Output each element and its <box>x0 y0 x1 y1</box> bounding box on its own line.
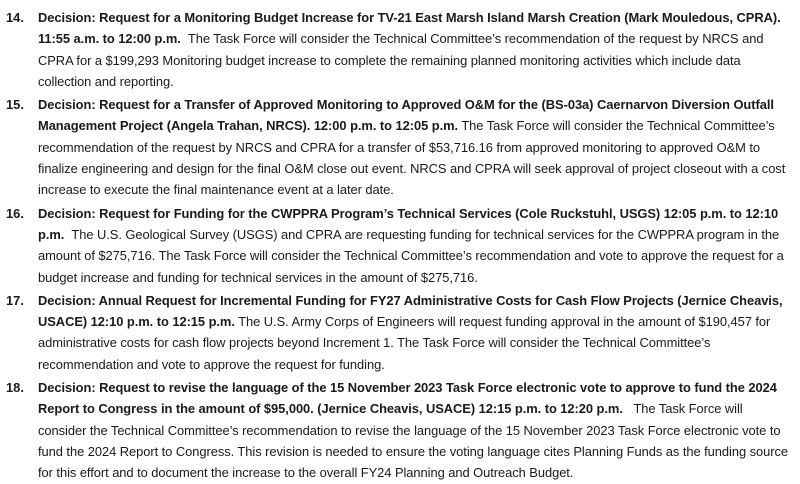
item-number: 16. <box>6 205 24 221</box>
item-heading: Decision: Request for Funding for the CWPPRA Program’s Technical Services (Cole Ruckstuhl, USGS) 12:05 p.m. to 12:10 p.m. <box>38 205 779 242</box>
agenda-item-18 <box>6 377 792 483</box>
agenda-item-14 <box>6 7 792 92</box>
item-body <box>38 203 792 288</box>
agenda-item-15 <box>6 94 792 200</box>
item-text: The Task Force will consider the Technical Committee’s recommendation of the request by NRCS and CPRA for a transfer of $53,716.16 from approved monitoring to approved O&M to finalize engineering and design for the final O&M close out event. NRCS and CPRA will seek approval of project closeout with a cost increase to execute the final maintenance event at a later date. <box>38 118 786 198</box>
item-text: The Task Force will consider the Technical Committee’s recommendation to revise the language of the 15 November 2023 Task Force electronic vote to fund the 2024 Report to Congress. This revision is needed to ensure the voting language cites Planning Funds as the funding source for this effort and to document the increase to the overall FY24 Planning and Outreach Budget. <box>38 401 789 481</box>
item-number: 17. <box>6 292 24 308</box>
item-text: The U.S. Army Corps of Engineers will request funding approval in the amount of $190,457 for administrative costs for cash flow projects beyond Increment 1. The Task Force will consider the Technical Committee’s recommendation and vote to approve the request for funding. <box>38 314 771 372</box>
item-text: The Task Force will consider the Technical Committee’s recommendation of the request by NRCS and CPRA for a $199,293 Monitoring budget increase to complete the remaining planned monitoring activities which include data collection and reporting. <box>38 31 764 89</box>
item-body <box>38 7 792 92</box>
item-heading: Decision: Request for a Transfer of Approved Monitoring to Approved O&M for the (BS-03a) Caernarvon Diversion Outfall Management Project (Angela Trahan, NRCS). 12:00 p.m. to 12:05 p.m. <box>38 97 774 134</box>
agenda-item-17 <box>6 290 792 375</box>
item-body <box>38 94 792 200</box>
item-heading: Decision: Request for a Monitoring Budget Increase for TV-21 East Marsh Island Marsh Creation (Mark Mouledous, CPRA). 11:55 a.m. to 12:00 p.m. <box>38 10 781 47</box>
item-number: 18. <box>6 380 24 396</box>
item-text: The U.S. Geological Survey (USGS) and CPRA are requesting funding for technical services for the CWPPRA program in the amount of $275,716. The Task Force will consider the Technical Committee’s recommendation and vote to approve the request for a budget increase and funding for technical services in the amount of $275,716. <box>38 226 784 285</box>
item-heading: Decision: Annual Request for Incremental Funding for FY27 Administrative Costs for Cash Flow Projects (Jernice Cheavis, USACE) 12:10 p.m. to 12:15 p.m. <box>38 292 783 330</box>
item-body <box>38 377 792 483</box>
item-number: 14. <box>6 10 24 25</box>
agenda-item-16 <box>6 203 792 288</box>
item-heading: Decision: Request to revise the language of the 15 November 2023 Task Force electronic vote to approve to fund the 2024 Report to Congress in the amount of $95,000. (Jernice Cheavis, USACE) 12:15 p.m. to 12:20 p.m. <box>38 380 777 417</box>
item-body <box>38 290 792 375</box>
item-number: 15. <box>6 97 24 113</box>
